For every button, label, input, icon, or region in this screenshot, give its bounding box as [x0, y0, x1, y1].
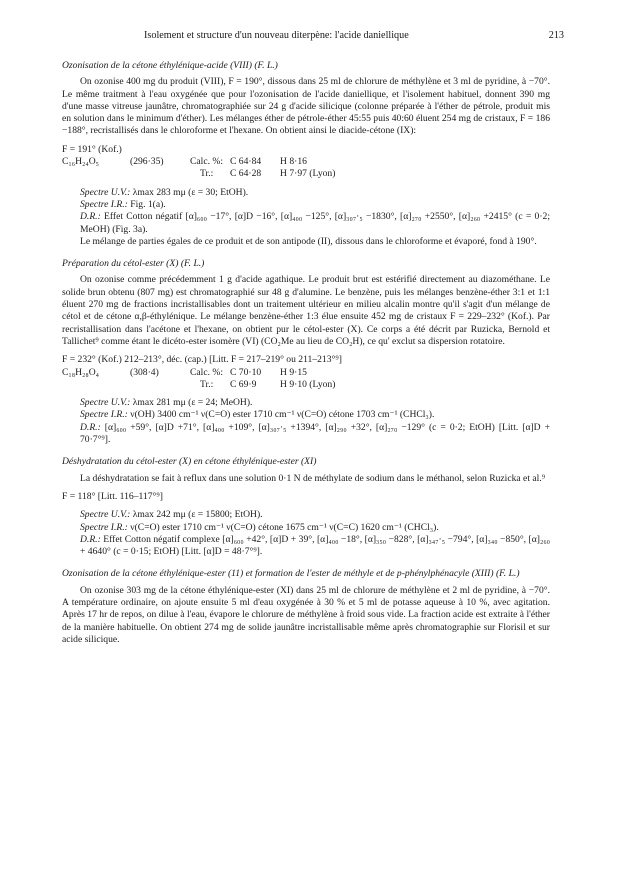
analysis-calc	[62, 367, 550, 379]
spectra-block	[62, 187, 550, 236]
analysis-calc	[62, 156, 550, 168]
page-number: 213	[548, 30, 564, 41]
rd-label: D.R.:	[80, 211, 101, 223]
calc-carbon: C 70·10	[230, 366, 262, 378]
analysis-found	[62, 168, 550, 180]
spectra-block	[62, 509, 550, 558]
ir-value: ν(C=O) ester 1710 cm⁻¹ ν(C=O) cétone 1675 cm⁻¹ ν(C=C) 1620 cm⁻¹ (CHCl₃).	[130, 521, 439, 533]
ir-value: ν(OH) 3400 cm⁻¹ ν(C=O) ester 1710 cm⁻¹ ν(C=O) cétone 1703 cm⁻¹ (CHCl₃).	[130, 409, 435, 421]
uv-value: λmax 242 mμ (ε = 15800; EtOH).	[132, 509, 263, 521]
uv-label: Spectre U.V.:	[80, 509, 131, 521]
uv-label: Spectre U.V.:	[80, 186, 131, 198]
ir-label: Spectre I.R.:	[80, 409, 128, 421]
calc-carbon: C 64·84	[230, 156, 262, 168]
section-heading: Ozonisation de la cétone éthylénique-ester (11) et formation de l'ester de méthyle et de p-phénylphénacyle (XIII) (F. L.)	[62, 568, 520, 580]
rd-label: D.R.:	[80, 421, 101, 433]
found-carbon: C 69·9	[230, 378, 257, 390]
molecular-weight: (308·4)	[130, 366, 159, 378]
calc-label: Calc. %:	[190, 366, 224, 378]
spectra-block	[62, 397, 550, 446]
rd-value: [α]₆₀₀ +59°, [α]D +71°, [α]₄₀₀ +109°, [α]₃₀₇·₅ +1394°, [α]₂₉₀ +32°, [α]₂₇₀ −129° (c = 0·2; EtOH) [Litt. [α]D + 70·7°⁹].	[80, 421, 550, 446]
running-title: Isolement et structure d'un nouveau diterpène: l'acide daniellique	[144, 30, 409, 41]
ir-label: Spectre I.R.:	[80, 198, 128, 210]
rd-label: D.R.:	[80, 533, 101, 545]
found-hydrogen: H 7·97 (Lyon)	[280, 168, 336, 180]
section-paragraph: On ozonise 303 mg de la cétone éthylénique-ester (XI) dans 25 ml de chlorure de méthylène et 2 ml de pyridine, à −70°. A température ordinaire, on ajoute ensuite 5 ml d'eau oxygénée à 30 % et 5 ml de potasse aqueuse à 10 %, avec agitation. Après 17 hr de repos, on dilue à l'eau, évapore le chlorure de méthylène à froid sous vide. La fraction acide est extraite à l'éther de la manière habituelle. On obtient 274 mg de solide jaunâtre incristallisable même après chromatographie sur Florisil et sur acide silicique.	[62, 584, 551, 645]
section-heading: Ozonisation de la cétone éthylénique-acide (VIII) (F. L.)	[62, 60, 278, 71]
section-paragraph: La déshydratation se fait à reflux dans une solution 0·1 N de méthylate de sodium dans le méthanol, selon Ruzicka et al.⁹	[80, 472, 546, 484]
page-body	[62, 30, 564, 646]
melting-point: F = 232° (Kof.) 212–213°, déc. (cap.) [Litt. F = 217–219° ou 211–213°⁹]	[62, 354, 342, 366]
section-ozonisation-viii	[62, 60, 550, 248]
section-ozonisation-xi	[62, 568, 550, 646]
rd-value: Effet Cotton négatif [α]₆₀₀ −17°, [α]D −16°, [α]₄₀₀ −125°, [α]₃₀₇·₅ −1830°, [α]₂₇₀ +2550°, [α]₂₆₀ +2415° (c = 0·2; MeOH) (Fig. 3a).	[80, 211, 550, 235]
ir-value: Fig. 1(a).	[130, 198, 166, 210]
section-paragraph: On ozonise comme précédemment 1 g d'acide agathique. Le produit brut est estérifié directement au diazométhane. Le solide brun obtenu (807 mg) est chromatographié sur 48 g d'alumine. Le benzène, puis les mélanges benzène-éther 3:1 et 1:1 éluent 270 mg de fractions incristallisables dont un traitement ultérieur en milieu alcalin montre qu'il s'agit d'un mélange de cétol et de cétone α,β-éthylénique. Le mélange benzène-éther 1:3 élue ensuite 452 mg de cristaux F = 229–232° (Kof.). Par recristallisation dans l'acétone et l'hexane, on obtient pur le cétol-ester (X). Ce corps a été décrit par Ruzicka, Bernold et Tallichet⁹ comme étant le dicéto-ester isomère (VI) (CO₂Me au lieu de CO₂H), ce qu' exclut sa dispersion rotatoire.	[62, 274, 550, 347]
rd-value: Effet Cotton négatif complexe [α]₆₀₀ +42°, [α]D + 39°, [α]₄₀₀ −18°, [α]₃₅₀ −828°, [α]₃₄₇·₅ −794°, [α]₃₄₀ −850°, [α]₂₆₀ + 4640° (c = 0·15; EtOH) [Litt. [α]D = 48·7°⁹].	[80, 533, 551, 558]
molecular-weight: (296·35)	[130, 156, 164, 168]
melting-point: F = 118° [Litt. 116–117°⁹]	[62, 490, 163, 502]
section-cetol-ester	[62, 258, 550, 446]
mixture-note: Le mélange de parties égales de ce produit et de son antipode (II), dissous dans le chloroforme et évaporé, fond à 190°.	[80, 235, 537, 247]
section-heading: Déshydratation du cétol-ester (X) en cétone éthylénique-ester (XI)	[62, 456, 317, 468]
formula: C₁₈H₂₈O₄	[62, 366, 99, 378]
running-header	[62, 30, 564, 46]
found-hydrogen: H 9·10 (Lyon)	[280, 378, 336, 390]
uv-value: λmax 281 mμ (ε = 24; MeOH).	[132, 397, 253, 409]
found-label: Tr.:	[200, 378, 214, 390]
melting-point: F = 191° (Kof.)	[62, 143, 122, 155]
section-paragraph: On ozonise 400 mg du produit (VIII), F = 190°, dissous dans 25 ml de chlorure de méthylène et 3 ml de pyridine, à −70°. Le même traitment à l'eau oxygénée que pour l'ozonisation de l'acide daniellique, et l'isolement habituel, donnent 390 mg d'une masse vitreuse jaunâtre, chromatographiée sur 24 g d'acide silicique (colonne préparée à l'éther de pétrole, produit mis en solution dans le minimum d'éther). Les mélanges éther de pétrole-éther 45:55 puis 40:60 éluent 254 mg de cristaux, F = 186 −188°, recristallisés dans le chloroforme et l'hexane. On obtient ainsi le diacide-cétone (IX):	[62, 76, 550, 137]
analysis-found	[62, 379, 550, 391]
calc-hydrogen: H 9·15	[280, 366, 307, 378]
found-label: Tr.:	[200, 168, 214, 180]
calc-label: Calc. %:	[190, 156, 224, 168]
formula: C₁₆H₂₄O₅	[62, 156, 99, 168]
section-deshydratation	[62, 456, 550, 558]
found-carbon: C 64·28	[230, 168, 262, 180]
calc-hydrogen: H 8·16	[280, 156, 307, 168]
uv-value: λmax 283 mμ (ε = 30; EtOH).	[132, 186, 249, 198]
section-heading: Préparation du cétol-ester (X) (F. L.)	[62, 258, 205, 270]
ir-label: Spectre I.R.:	[80, 521, 128, 533]
uv-label: Spectre U.V.:	[80, 397, 131, 409]
